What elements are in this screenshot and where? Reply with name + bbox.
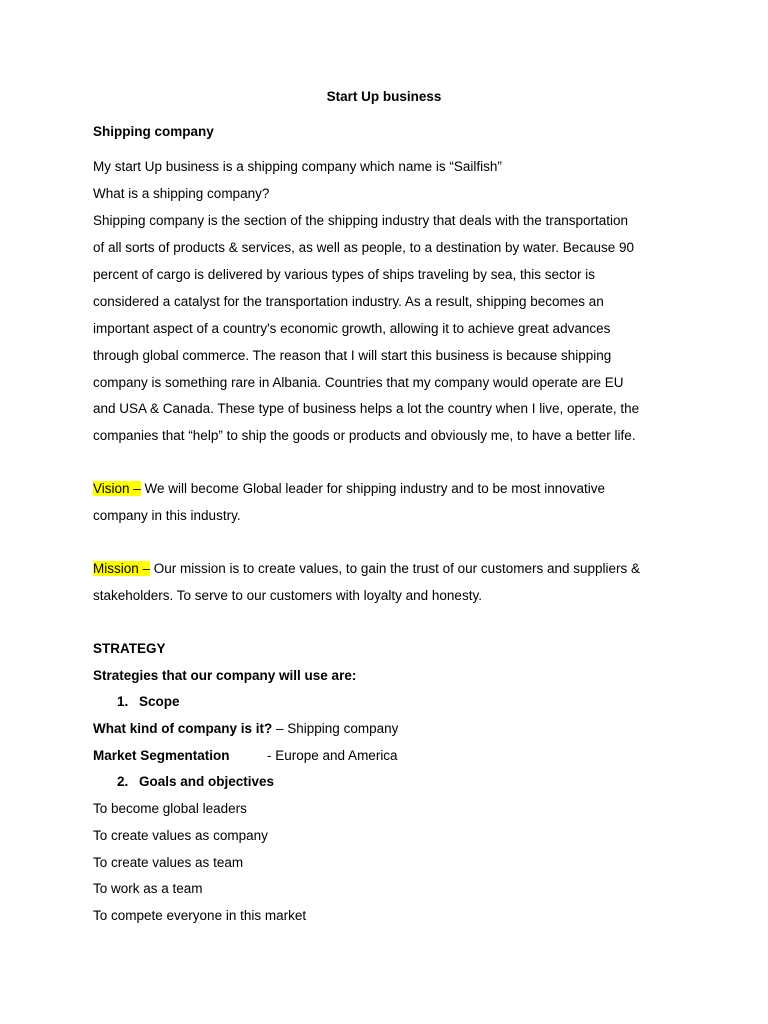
goal-item: To become global leaders [93,801,247,816]
market-segmentation-label: Market Segmentation [93,748,230,763]
company-kind-line [93,720,398,738]
market-segmentation-value: - Europe and America [267,748,398,763]
vision-text: We will become Global leader for shipping industry and to be most innovative [140,481,606,496]
vision-line-2: company in this industry. [93,508,241,523]
paragraph-line: companies that “help” to ship the goods or products and obviously me, to have a better life. [93,428,636,443]
intro-line: My start Up business is a shipping company which name is “Sailfish” [93,159,502,174]
mission-label: Mission – [93,561,151,576]
document-title: Start Up business [326,89,442,104]
market-segmentation-line [93,747,398,765]
section-heading-shipping-company: Shipping company [93,124,214,139]
strategy-heading: STRATEGY [93,641,166,656]
paragraph-line: company is something rare in Albania. Countries that my company would operate are EU [93,375,624,390]
mission-line-2: stakeholders. To serve to our customers with loyalty and honesty. [93,588,482,603]
list-item-scope [117,693,180,711]
paragraph-line: and USA & Canada. These type of business helps a lot the country when I live, operate, the [93,401,640,416]
list-number: 2. [117,774,129,789]
company-kind-label: What kind of company is it? [93,721,273,736]
paragraph-line: important aspect of a country's economic growth, allowing it to achieve great advances [93,321,611,336]
vision-line [93,480,605,498]
paragraph-line: Shipping company is the section of the shipping industry that deals with the transportation [93,213,629,228]
mission-line [93,560,640,578]
list-number: 1. [117,694,129,709]
paragraph-line: through global commerce. The reason that I will start this business is because shipping [93,348,612,363]
paragraph-line: percent of cargo is delivered by various types of ships traveling by sea, this sector is [93,267,595,282]
mission-text: Our mission is to create values, to gain the trust of our customers and suppliers & [150,561,641,576]
vision-label: Vision – [93,481,141,496]
paragraph-line: considered a catalyst for the transportation industry. As a result, shipping becomes an [93,294,604,309]
list-item-label: Goals and objectives [139,774,275,789]
strategy-intro: Strategies that our company will use are: [93,668,357,683]
goal-item: To work as a team [93,881,203,896]
goal-item: To create values as company [93,828,268,843]
paragraph-line: of all sorts of products & services, as well as people, to a destination by water. Because 90 [93,240,635,255]
list-item-label: Scope [139,694,180,709]
goal-item: To create values as team [93,855,244,870]
question-line: What is a shipping company? [93,186,270,201]
goal-item: To compete everyone in this market [93,908,307,923]
company-kind-value: – Shipping company [272,721,399,736]
list-item-goals [117,773,274,791]
